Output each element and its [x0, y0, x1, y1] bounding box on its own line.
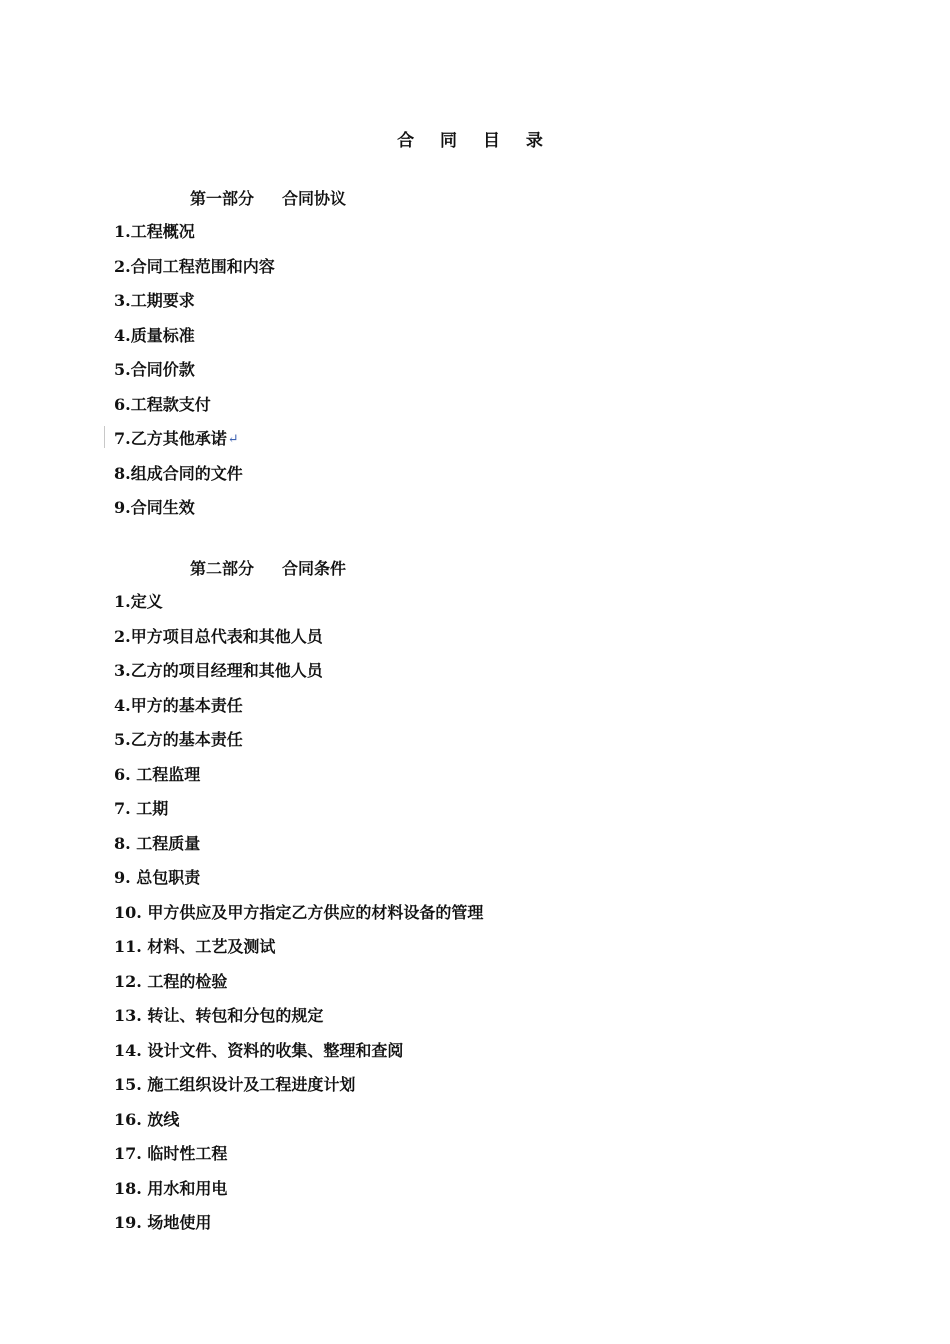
toc-item: 10. 甲方供应及甲方指定乙方供应的材料设备的管理 — [114, 902, 484, 922]
toc-item: 18. 用水和用电 — [114, 1178, 228, 1198]
toc-item-with-cursor[interactable] — [114, 428, 275, 463]
toc-item: 3.工期要求 — [114, 291, 195, 310]
part1-label: 第一部分 — [190, 189, 255, 208]
toc-item: 19. 场地使用 — [114, 1213, 212, 1232]
toc-item: 9. 总包职责 — [114, 868, 201, 887]
part2-heading — [190, 556, 346, 579]
toc-item: 15. 施工组织设计及工程进度计划 — [114, 1075, 356, 1094]
toc-item: 17. 临时性工程 — [114, 1144, 228, 1163]
toc-item: 1.定义 — [114, 592, 163, 611]
toc-item: 16. 放线 — [114, 1109, 180, 1129]
toc-item: 5.乙方的基本责任 — [114, 730, 243, 749]
toc-item: 4.甲方的基本责任 — [114, 695, 243, 715]
toc-item: 6.工程款支付 — [114, 394, 211, 414]
toc-item: 8.组成合同的文件 — [114, 463, 243, 483]
toc-item: 3.乙方的项目经理和其他人员 — [114, 661, 323, 680]
toc-item: 13. 转让、转包和分包的规定 — [114, 1006, 324, 1025]
part2-toc-list — [114, 591, 483, 1247]
toc-item: 9.合同生效 — [114, 498, 195, 517]
toc-item: 12. 工程的检验 — [114, 971, 228, 991]
part1-name: 合同协议 — [282, 189, 347, 208]
return-arrow-icon: ↵ — [227, 432, 239, 447]
toc-item: 4.质量标准 — [114, 325, 195, 345]
toc-item: 2.甲方项目总代表和其他人员 — [114, 626, 323, 646]
toc-item: 1.工程概况 — [114, 222, 195, 241]
part1-heading — [190, 186, 346, 209]
text-cursor-marker — [104, 426, 105, 448]
part1-toc-list — [114, 221, 275, 532]
toc-item: 5.合同价款 — [114, 360, 195, 379]
toc-item: 8. 工程质量 — [114, 833, 201, 853]
toc-item: 11. 材料、工艺及测试 — [114, 937, 276, 956]
toc-item: 7. 工期 — [114, 799, 169, 818]
part2-label: 第二部分 — [190, 559, 255, 578]
toc-item-text: 7.乙方其他承诺 — [114, 429, 227, 448]
toc-item: 6. 工程监理 — [114, 764, 201, 784]
toc-item: 14. 设计文件、资料的收集、整理和查阅 — [114, 1040, 404, 1060]
part2-name: 合同条件 — [282, 559, 347, 578]
document-title: 合 同 目 录 — [397, 131, 553, 151]
toc-item: 2.合同工程范围和内容 — [114, 256, 275, 276]
